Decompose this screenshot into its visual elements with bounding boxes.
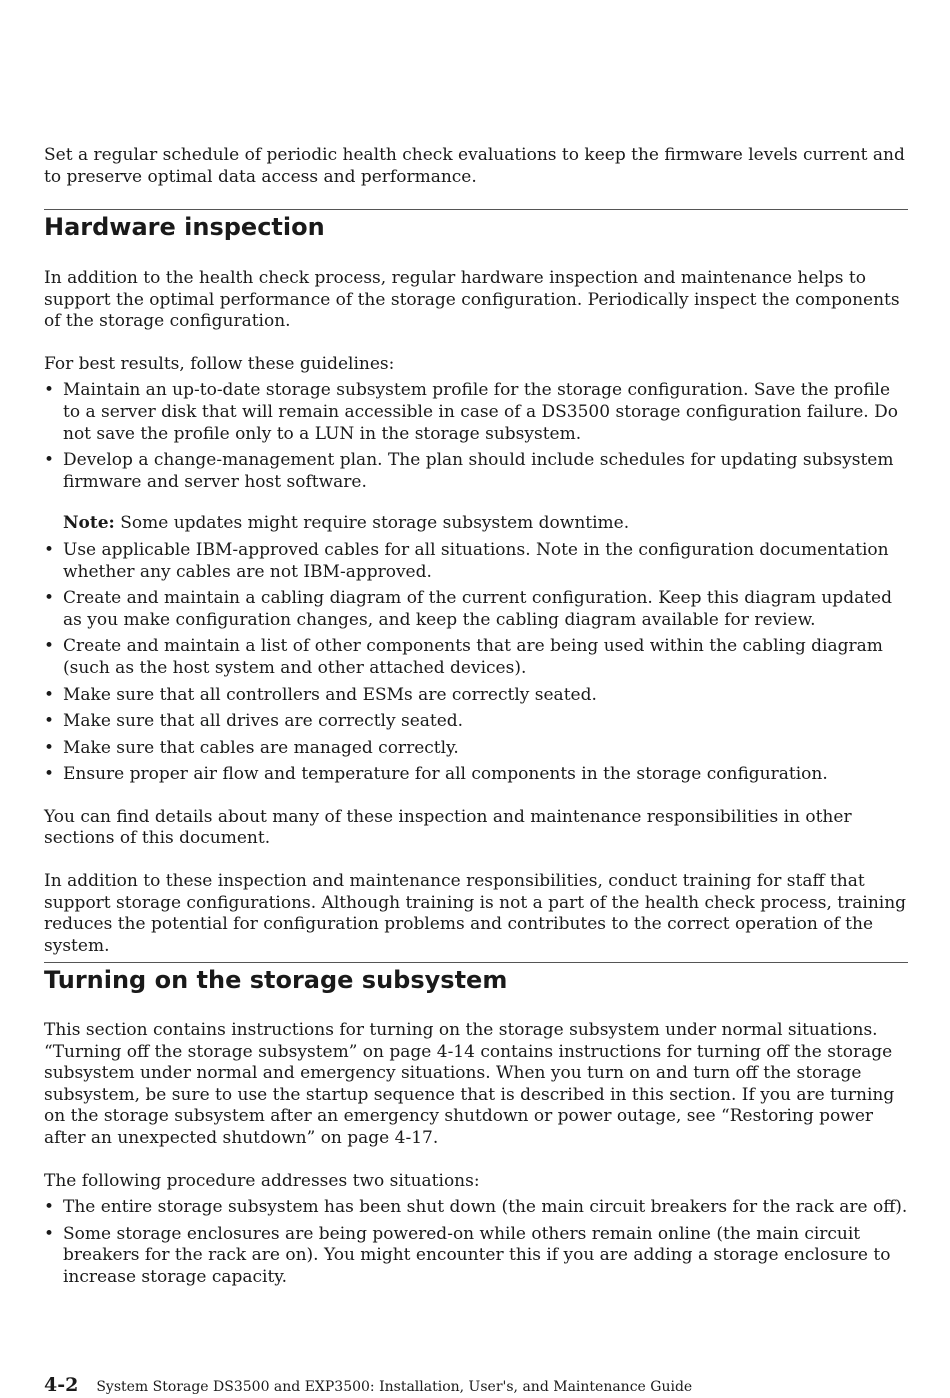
- list-item: • Some storage enclosures are being powered-on while others remain online (the main circuit breakers for the rack are on). You might encounter this if you are adding a storage enclosure to increase storage capacity.: [44, 1224, 908, 1289]
- guidelines-lead: For best results, follow these guidelines:: [44, 353, 395, 374]
- hardware-paragraph-3: In addition to these inspection and maintenance responsibilities, conduct training for staff that support storage configurations. Although training is not a part of the health check process, training reduces the potential for configuration problems and contributes to the correct operation of the system.: [44, 871, 907, 956]
- page-number: 4-2: [44, 1374, 79, 1396]
- situations-lead: The following procedure addresses two situations:: [44, 1170, 480, 1191]
- section-heading-hardware-inspection: Hardware inspection: [44, 213, 325, 241]
- document-title: System Storage DS3500 and EXP3500: Installation, User's, and Maintenance Guide: [96, 1379, 693, 1395]
- list-item: • Make sure that all drives are correctly seated.: [44, 711, 908, 733]
- note-text: Some updates might require storage subsystem downtime.: [120, 513, 630, 534]
- section-divider: [44, 962, 908, 963]
- hardware-paragraph-1: In addition to the health check process, regular hardware inspection and maintenance helps to support the optimal performance of the storage configuration. Periodically inspect the components of the storage configuration.: [44, 268, 900, 332]
- list-item: • Use applicable IBM-approved cables for all situations. Note in the configuration documentation whether any cables are not IBM-approved.: [44, 540, 908, 583]
- list-item: • Make sure that all controllers and ESMs are correctly seated.: [44, 685, 908, 707]
- situations-list: [44, 1197, 908, 1288]
- turning-on-body: [44, 1020, 908, 1289]
- guidelines-list-continued: [44, 540, 908, 786]
- guidelines-list: [44, 380, 908, 493]
- intro-paragraph: Set a regular schedule of periodic health check evaluations to keep the firmware levels current and to preserve optimal data access and performance.: [44, 145, 905, 187]
- turning-on-paragraph-1: This section contains instructions for turning on the storage subsystem under normal situations. “Turning off the storage subsystem” on page 4-14 contains instructions for turning off the storage subsystem under normal and emergency situations. When you turn on and turn off the storage subsystem, be sure to use the startup sequence that is described in this section. If you are turning on the storage subsystem after an emergency shutdown or power outage, see “Restoring power after an unexpected shutdown” on page 4-17.: [44, 1020, 895, 1148]
- page-footer: [44, 1374, 908, 1396]
- list-item: • Create and maintain a cabling diagram of the current configuration. Keep this diagram updated as you make configuration changes, and keep the cabling diagram available for review.: [44, 588, 908, 631]
- list-item: • Ensure proper air flow and temperature for all components in the storage configuration.: [44, 764, 908, 786]
- hardware-paragraph-2: You can find details about many of these inspection and maintenance responsibilities in other sections of this document.: [44, 806, 852, 849]
- note: [44, 513, 908, 535]
- section-heading-turning-on: Turning on the storage subsystem: [44, 966, 508, 994]
- note-label: Note:: [63, 513, 115, 534]
- section-divider: [44, 209, 908, 210]
- list-item: • Develop a change-management plan. The plan should include schedules for updating subsystem firmware and server host software.: [44, 450, 908, 493]
- hardware-inspection-body: [44, 268, 908, 957]
- list-item: • Create and maintain a list of other components that are being used within the cabling diagram (such as the host system and other attached devices).: [44, 636, 908, 679]
- list-item: • Make sure that cables are managed correctly.: [44, 738, 908, 760]
- list-item: • The entire storage subsystem has been shut down (the main circuit breakers for the rack are off).: [44, 1197, 908, 1219]
- list-item: • Maintain an up-to-date storage subsystem profile for the storage configuration. Save the profile to a server disk that will remain accessible in case of a DS3500 storage configuration failure. Do not save the profile only to a LUN in the storage subsystem.: [44, 380, 908, 445]
